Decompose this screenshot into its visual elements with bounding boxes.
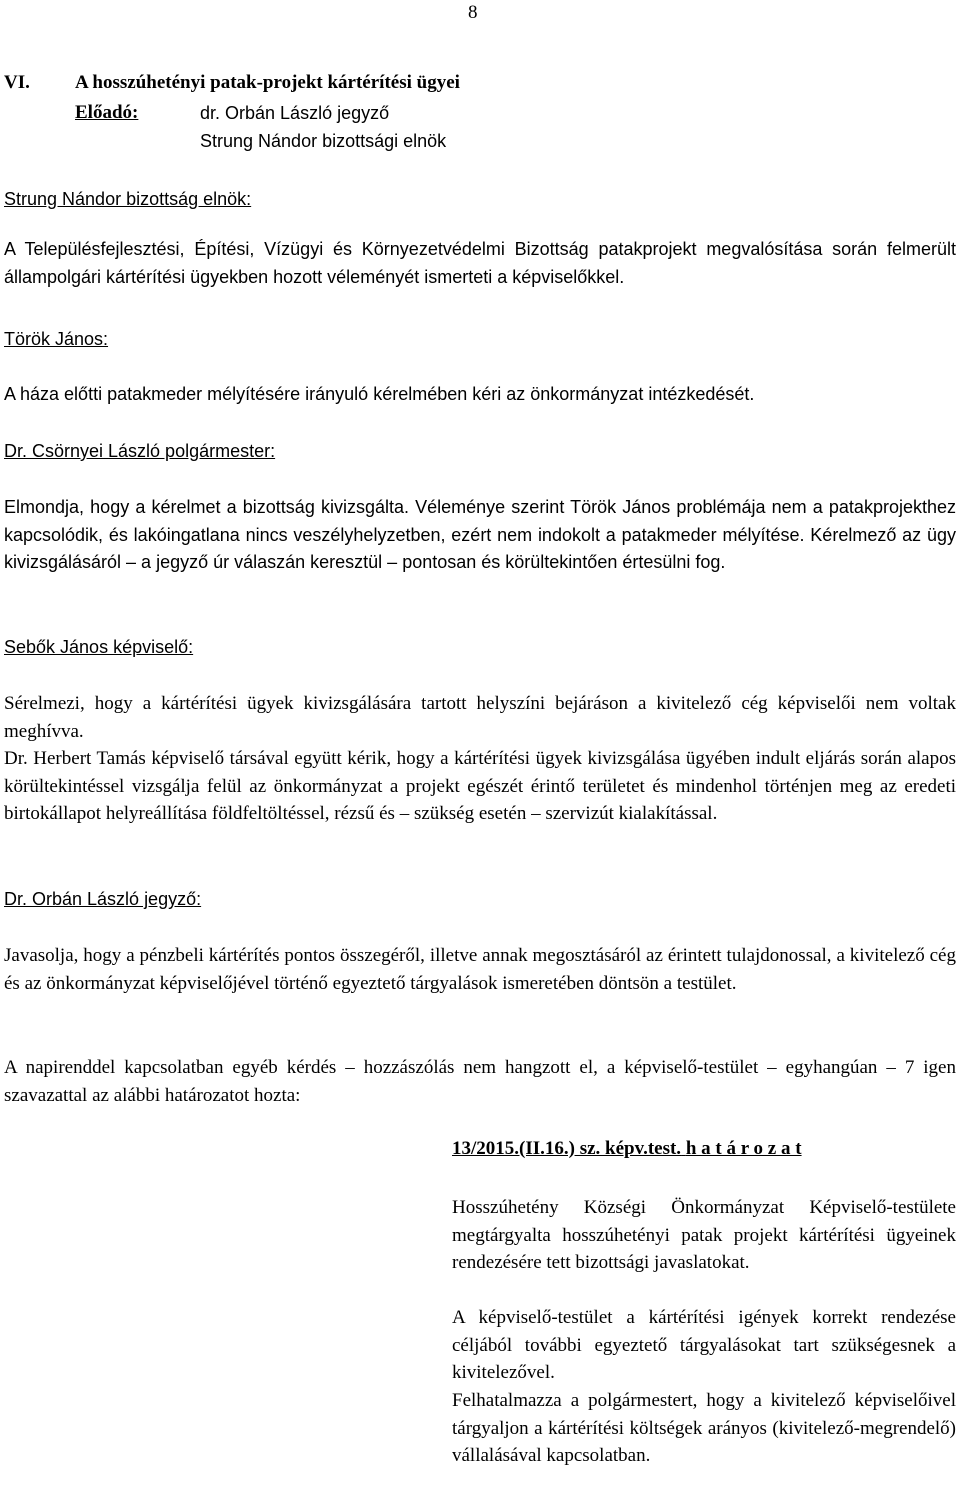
text-strung: A Településfejlesztési, Építési, Vízügyi és Környezetvédelmi Bizottság patakprojekt megvalósítása során felmerült állampolgári kártérítési ügyekben hozott véleményét ismerteti a képviselőkkel.	[4, 239, 956, 287]
text-orban: Javasolja, hogy a pénzbeli kártérítés pontos összegéről, illetve annak megosztásáról az érintett tulajdonossal, a kivitelező cég és az önkormányzat képviselőjével történő egyeztető tárgyalások ismeretében döntsön a testület.	[4, 945, 956, 994]
resolution-heading	[452, 1138, 802, 1160]
speaker-sebok: Sebők János képviselő:	[4, 637, 194, 657]
section-number: VI.	[4, 72, 30, 93]
page-number: 8	[468, 2, 478, 23]
resolution-p1: Hosszúhetény Községi Önkormányzat Képviselő-testülete megtárgyalta hosszúhetényi patak projekt kártérítési ügyeinek rendezésére tett bizottsági javaslatokat.	[452, 1197, 956, 1273]
text-sebok-2: Dr. Herbert Tamás képviselő társával együtt kérik, hogy a kártérítési ügyek kivizsgálása ügyében indult eljárás során alapos körültekintéssel vizsgálja felül az önkormányzat a projekt egészét érintő területet és mindenhol történjen meg az eredeti birtokállapot helyreállítása földfeltöltéssel, rézsű és – szükség esetén – szervizút kialakítással.	[4, 748, 956, 824]
vote-text: A napirenddel kapcsolatban egyéb kérdés – hozzászólás nem hangzott el, a képviselő-testület – egyhangúan – 7 igen szavazattal az alábbi határozatot hozta:	[4, 1057, 956, 1106]
resolution-p3: Felhatalmazza a polgármestert, hogy a kivitelező képviselőivel tárgyaljon a kártérítési költségek arányos (kivitelező-megrendelő) vállalásával kapcsolatban.	[452, 1390, 956, 1466]
text-sebok-1: Sérelmezi, hogy a kártérítési ügyek kivizsgálására tartott helyszíni bejáráson a kivitelező cég képviselői nem voltak meghívva.	[4, 693, 956, 742]
speaker-torok: Török János:	[4, 329, 109, 349]
resolution-id: 13/2015.(II.16.) sz. képv.test.	[452, 1138, 682, 1159]
speaker-orban: Dr. Orbán László jegyző:	[4, 889, 202, 909]
section-heading	[4, 70, 956, 96]
presenter-1: dr. Orbán László jegyző	[200, 103, 390, 123]
presenter-label: Előadó:	[75, 102, 139, 123]
presenter-2: Strung Nándor bizottsági elnök	[200, 131, 447, 151]
text-torok: A háza előtti patakmeder mélyítésére irányuló kérelmében kéri az önkormányzat intézkedését.	[4, 384, 755, 404]
resolution-p2: A képviselő-testület a kártérítési igények korrekt rendezése céljából további egyeztető tárgyalásokat tart szükségesnek a kivitelezővel.	[452, 1307, 956, 1383]
resolution-word: h a t á r o z a t	[685, 1138, 802, 1159]
speaker-strung: Strung Nándor bizottság elnök:	[4, 189, 252, 209]
text-csornyei: Elmondja, hogy a kérelmet a bizottság kivizsgálta. Véleménye szerint Török János problémája nem a patakprojekthez kapcsolódik, és lakóingatlana nincs veszélyhelyzetben, ezért nem indokolt a patakmeder mélyítése. Kérelmező az ügy kivizsgálásáról – a jegyző úr válaszán keresztül – pontosan és körültekintően értesülni fog.	[4, 497, 956, 572]
section-title: A hosszúhetényi patak-projekt kártérítési ügyei	[75, 72, 460, 93]
speaker-csornyei: Dr. Csörnyei László polgármester:	[4, 441, 276, 461]
